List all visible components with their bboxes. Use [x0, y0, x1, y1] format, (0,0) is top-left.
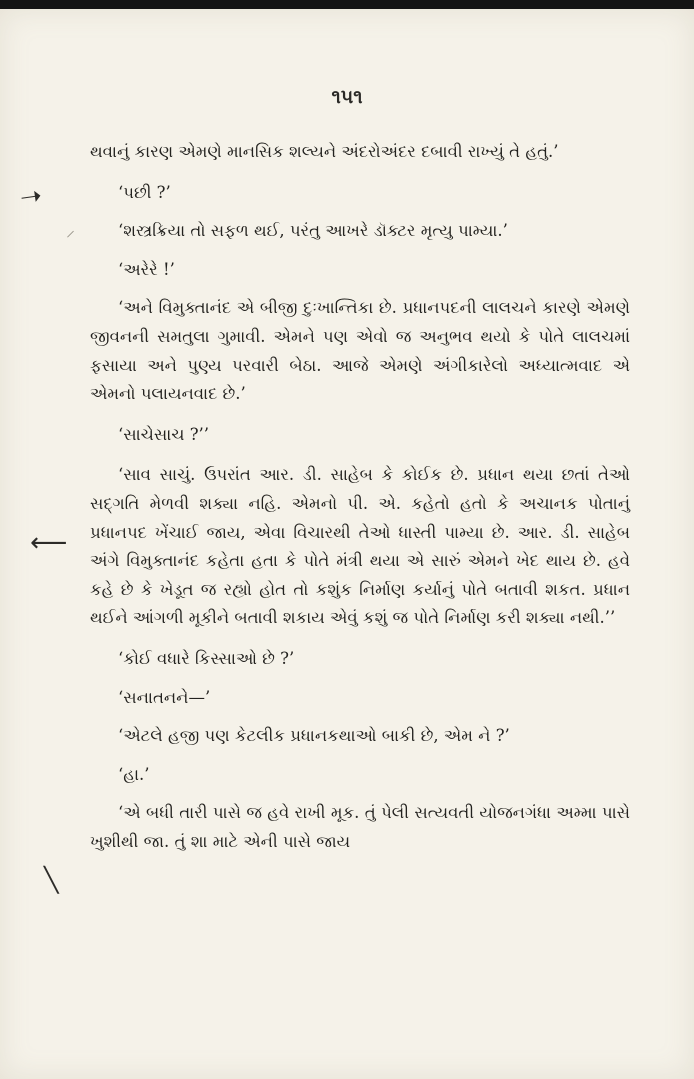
- paragraph: ‘સાચેસાચ ?’’: [118, 424, 210, 444]
- paragraph: ‘શસ્ત્રક્રિયા તો સફળ થઈ, પરંતુ આખરે ડૉક્ટર મૃત્યુ પામ્યા.’: [118, 221, 508, 241]
- page-body: [90, 138, 630, 868]
- arrow-mark-icon: ➝: [18, 180, 44, 214]
- paragraph: ‘અને વિમુક્તાનંદ એ બીજી દુઃખાન્તિકા છે. પ્રધાનપદની લાલચને કારણે એમણે જીવનની સમતુલા ગુમાવી. એમને પણ એવો જ અનુભવ થયો કે પોતે લાલચમાં ફસાયા અને પુણ્ય પરવારી બેઠા. આજે એમણે અંગીકારેલો અધ્યાત્મવાદ એ એમનો પલાયનવાદ છે.’: [90, 298, 630, 404]
- page-number: ૧૫૧: [331, 86, 363, 108]
- paragraph: ‘સાવ સાચું. ઉપરાંત આર. ડી. સાહેબ કે કોઈક છે. પ્રધાન થયા છતાં તેઓ સદ્ગતિ મેળવી શક્યા નહિ. એમનો પી. એ. કહેતો હતો કે અચાનક પોતાનું પ્રધાનપદ ખેંચાઈ જાય, એવા વિચારથી તેઓ ધાસ્તી પામ્યા છે. આર. ડી. સાહેબ અંગે વિમુક્તાનંદ કહેતા હતા કે પોતે મંત્રી થયા એ સારું એમને ખેદ થાય છે. હવે કહે છે કે ખેડૂત જ રહ્યો હોત તો કશુંક નિર્માણ કર્યાનું પોતે બતાવી શકત. પ્રધાન થઈને આંગળી મૂકીને બતાવી શકાય એવું કશું જ પોતે નિર્માણ કરી શક્યા નથી.’’: [90, 465, 630, 628]
- paragraph: ‘કોઈ વધારે કિસ્સાઓ છે ?’: [118, 648, 295, 668]
- bracket-mark-icon: ⸝: [66, 220, 75, 241]
- paragraph: ‘અરેરે !’: [118, 259, 175, 279]
- arrow-mark-icon: ⟵: [30, 528, 68, 558]
- scan-top-edge: [0, 0, 694, 9]
- paragraph: ‘એટલે હજી પણ કેટલીક પ્રધાનકથાઓ બાકી છે, એમ ને ?’: [118, 726, 510, 746]
- paragraph: ‘એ બધી તારી પાસે જ હવે રાખી મૂક. તું પેલી સત્યવતી યોજનગંધા અમ્મા પાસે ખુશીથી જા. તું શા માટે એની પાસે જાય: [90, 803, 630, 851]
- paragraph: ‘હા.’: [118, 764, 150, 784]
- tick-mark-icon: ╲: [44, 866, 59, 894]
- paragraph: થવાનું કારણ એમણે માનસિક શલ્યને અંદરોઅંદર દબાવી રાખ્યું તે હતું.’: [90, 142, 559, 161]
- paragraph: ‘પછી ?’: [118, 182, 171, 202]
- paragraph: ‘સનાતનને—’: [118, 687, 211, 707]
